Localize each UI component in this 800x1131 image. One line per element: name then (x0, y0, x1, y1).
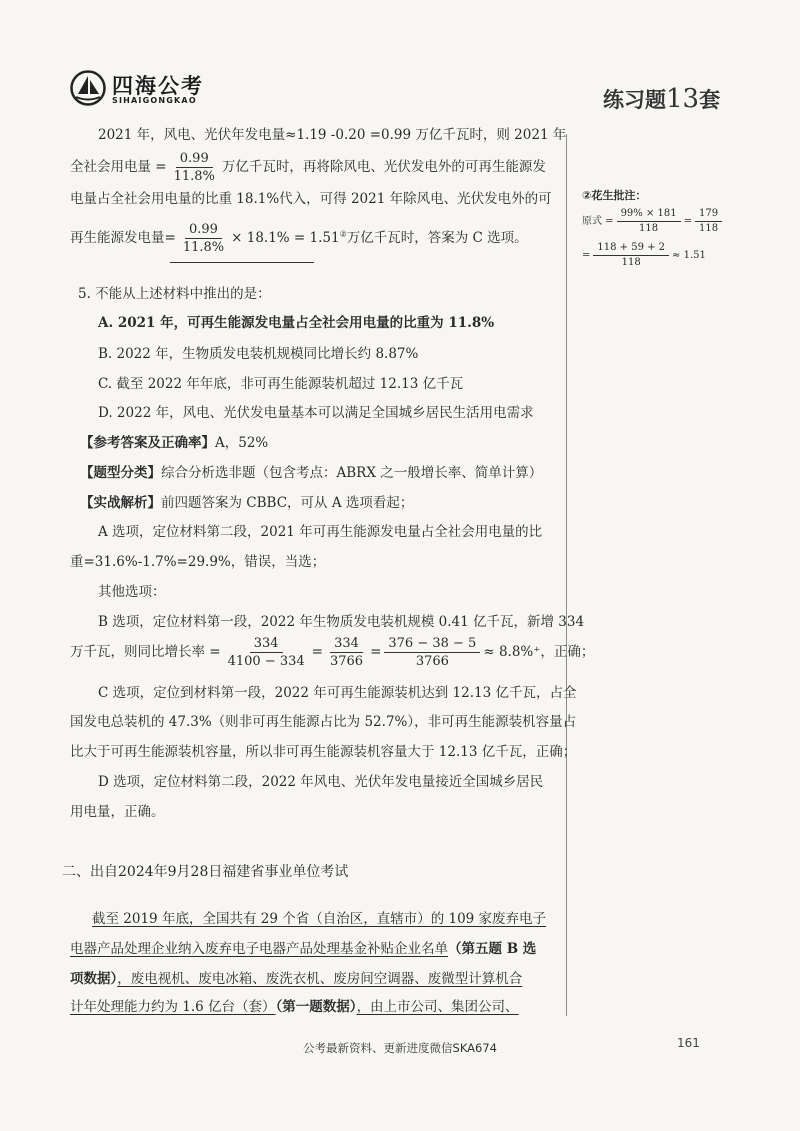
header-title: 练习题13套 (603, 84, 721, 114)
material-line: 计年处理能力约为 1.6 亿台（套）（第一题数据），由上市公司、集团公司、 (70, 999, 519, 1015)
text-line: D 选项，定位材料第二段，2022 年风电、光伏年发电量接近全国城乡居民 (98, 774, 544, 790)
option-b: B. 2022 年，生物质发电装机规模同比增长约 8.87% (98, 346, 419, 362)
text-line: A 选项，定位材料第二段，2021 年可再生能源发电量占全社会用电量的比 (98, 524, 543, 540)
text-line: C 选项，定位到材料第一段，2022 年可再生能源装机达到 12.13 亿千瓦，占全 (98, 685, 577, 701)
text-line: 电量占全社会用电量的比重 18.1%代入，可得 2021 年除风电、光伏发电外的可 (70, 191, 552, 207)
option-d: D. 2022 年，风电、光伏发电量基本可以满足全国城乡居民生活用电需求 (98, 405, 534, 421)
logo-subtext: SIHAIGONGKAO (112, 96, 197, 105)
formula-line: 再生能源发电量= $\frac{0.99}{11.8\%}$ × 18.1% = 1.51②万亿千瓦时，答案为 C 选项。 (70, 222, 528, 255)
logo-text: 四海公考 (112, 74, 204, 98)
text-line: 其他选项： (98, 584, 166, 600)
text-line: 重=31.6%-1.7%=29.9%，错误，当选； (70, 554, 326, 570)
text-line: 比大于可再生能源装机容量，所以非可再生能源装机容量大于 12.13 亿千瓦，正确； (70, 744, 577, 760)
material-line: 截至 2019 年底，全国共有 29 个省（自治区，直辖市）的 109 家废弃电子 (92, 911, 547, 927)
formula-line: 万千瓦，则同比增长率 = $\frac{334}{4100 - 334}$ = $\frac{334}{3766}$ = $\frac{376 - 38 - 5}{3766}$ ≈ 8.8%⁺，正确； (70, 636, 595, 669)
note-formula-line: 原式 = $\frac{99\% \times 181}{118}$ = $\frac{179}{118}$ (582, 208, 725, 235)
answer-line: 【参考答案及正确率】A，52% (80, 435, 269, 451)
underline-mark (170, 262, 314, 263)
text-line: 用电量，正确。 (70, 804, 165, 820)
material-line: 电器产品处理企业纳入废弃电子电器产品处理基金补贴企业名单（第五题 B 选 (70, 941, 537, 957)
option-a: A. 2021 年，可再生能源发电量占全社会用电量的比重为 11.8% (98, 315, 495, 331)
question-stem: 5. 不能从上述材料中推出的是： (78, 286, 271, 302)
margin-divider (566, 134, 567, 1016)
formula-line: 全社会用电量 = $\frac{0.99}{11.8\%}$ 万亿千瓦时，再将除风电、光伏发电外的可再生能源发 (70, 151, 546, 184)
type-line: 【题型分类】综合分析选非题（包含考点：ABRX 之一般增长率、简单计算） (80, 465, 543, 481)
analysis-line: 【实战解析】前四题答案为 CBBC，可从 A 选项看起； (80, 495, 414, 511)
text-line: B 选项，定位材料第一段，2022 年生物质发电装机规模 0.41 亿千瓦，新增 334 (98, 614, 585, 630)
footer-text: 公考最新资料、更新进度微信SKA674 (303, 1041, 497, 1055)
page-number: 161 (677, 1036, 700, 1050)
note-formula-line: = $\frac{118 + 59 + 2}{118}$ ≈ 1.51 (582, 242, 706, 268)
text-line: 国发电总装机的 47.3%（则非可再生能源占比为 52.7%），非可再生能源装机容量占 (70, 714, 577, 730)
note-title: ②花生批注： (582, 189, 647, 202)
material-line: 项数据），废电视机、废电冰箱、废洗衣机、废房间空调器、废微型计算机合 (70, 971, 523, 987)
logo-sail-icon (70, 70, 106, 106)
option-c: C. 截至 2022 年年底，非可再生能源装机超过 12.13 亿千瓦 (98, 376, 464, 392)
section-heading: 二、出自2024年9月28日福建省事业单位考试 (62, 864, 349, 880)
text-line: 2021 年，风电、光伏年发电量≈1.19 -0.20 =0.99 万亿千瓦时，则 2021 年 (98, 127, 567, 143)
